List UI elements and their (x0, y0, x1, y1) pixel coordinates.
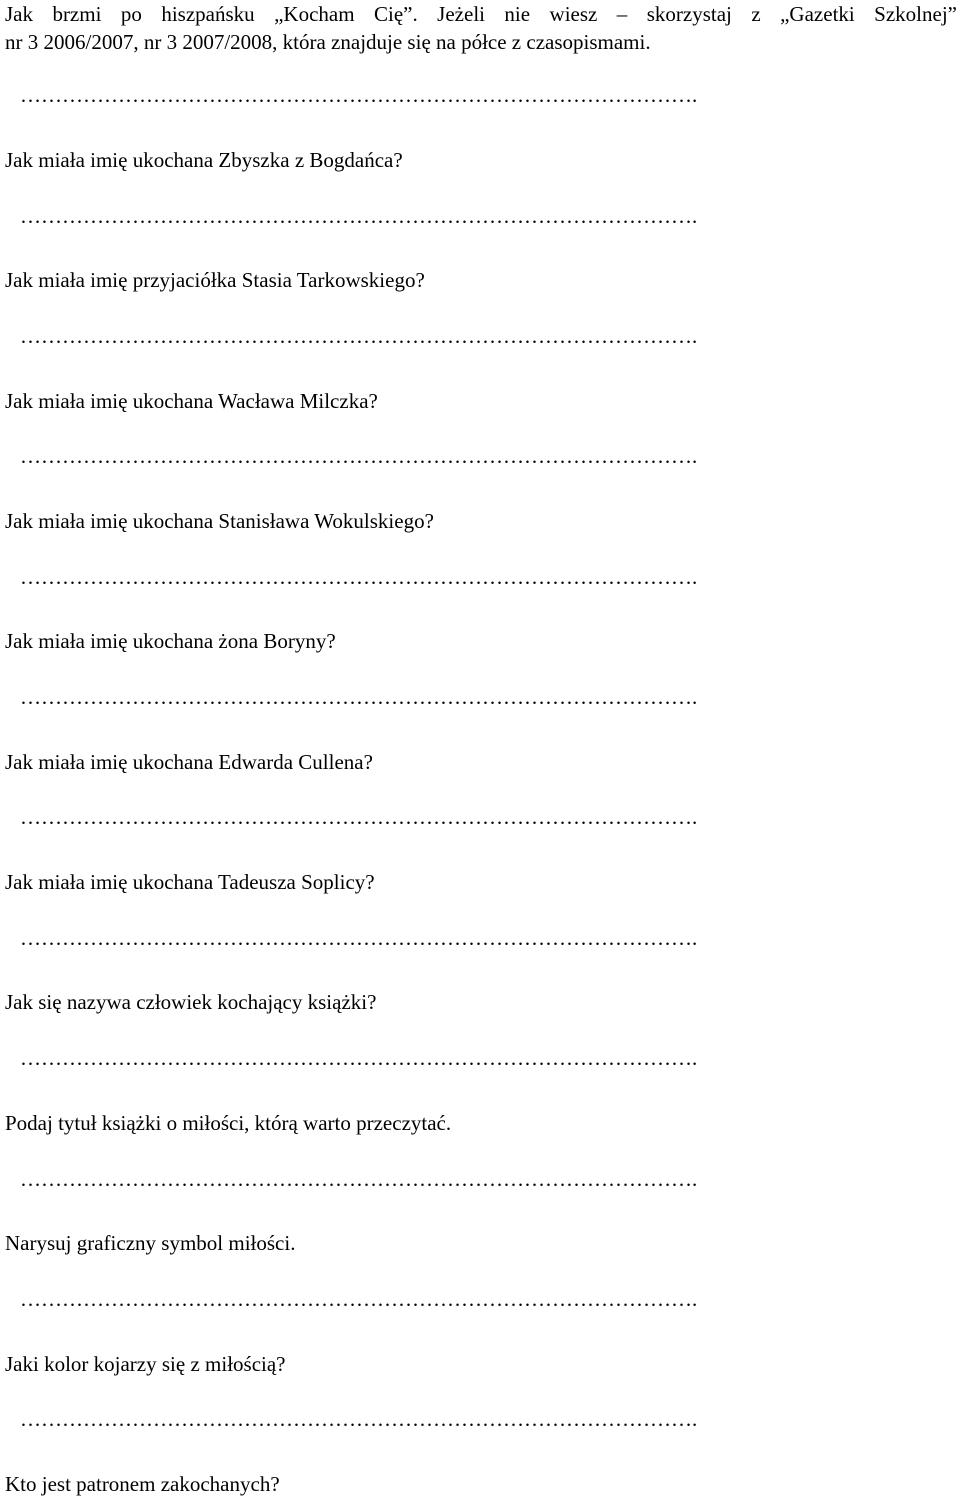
question-6: Jak miała imię ukochana Edwarda Cullena? (5, 750, 373, 774)
question-8: Jak się nazywa człowiek kochający książki? (5, 990, 377, 1014)
question-11: Jaki kolor kojarzy się z miłością? (5, 1352, 286, 1376)
answer-line[interactable]: ……………………………………………………………………………………. (20, 1287, 698, 1311)
question-10: Narysuj graficzny symbol miłości. (5, 1231, 296, 1255)
answer-line[interactable]: ……………………………………………………………………………………. (20, 1407, 698, 1431)
answer-line[interactable]: ……………………………………………………………………………………. (20, 204, 698, 228)
intro-question (5, 0, 957, 56)
question-2: Jak miała imię przyjaciółka Stasia Tarkowskiego? (5, 268, 425, 292)
answer-line[interactable]: ……………………………………………………………………………………. (20, 685, 698, 709)
question-1: Jak miała imię ukochana Zbyszka z Bogdańca? (5, 148, 403, 172)
question-9: Podaj tytuł książki o miłości, którą warto przeczytać. (5, 1111, 452, 1135)
question-5: Jak miała imię ukochana żona Boryny? (5, 629, 336, 653)
question-4: Jak miała imię ukochana Stanisława Wokulskiego? (5, 509, 434, 533)
answer-line[interactable]: ……………………………………………………………………………………. (20, 1167, 698, 1191)
answer-line[interactable]: ……………………………………………………………………………………. (20, 805, 698, 829)
question-3: Jak miała imię ukochana Wacława Milczka? (5, 389, 378, 413)
answer-line[interactable]: ……………………………………………………………………………………. (20, 324, 698, 348)
answer-line[interactable]: ……………………………………………………………………………………. (20, 1046, 698, 1070)
answer-line[interactable]: ……………………………………………………………………………………. (20, 83, 698, 107)
answer-line[interactable]: ……………………………………………………………………………………. (20, 565, 698, 589)
intro-line-1: Jak brzmi po hiszpańsku „Kocham Cię”. Jeżeli nie wiesz – skorzystaj z „Gazetki Szkolnej” (5, 2, 957, 26)
intro-line-2: nr 3 2006/2007, nr 3 2007/2008, która znajduje się na półce z czasopismami. (5, 30, 651, 54)
question-7: Jak miała imię ukochana Tadeusza Soplicy? (5, 870, 375, 894)
answer-line[interactable]: ……………………………………………………………………………………. (20, 926, 698, 950)
question-12: Kto jest patronem zakochanych? (5, 1472, 280, 1496)
answer-line[interactable]: ……………………………………………………………………………………. (20, 444, 698, 468)
